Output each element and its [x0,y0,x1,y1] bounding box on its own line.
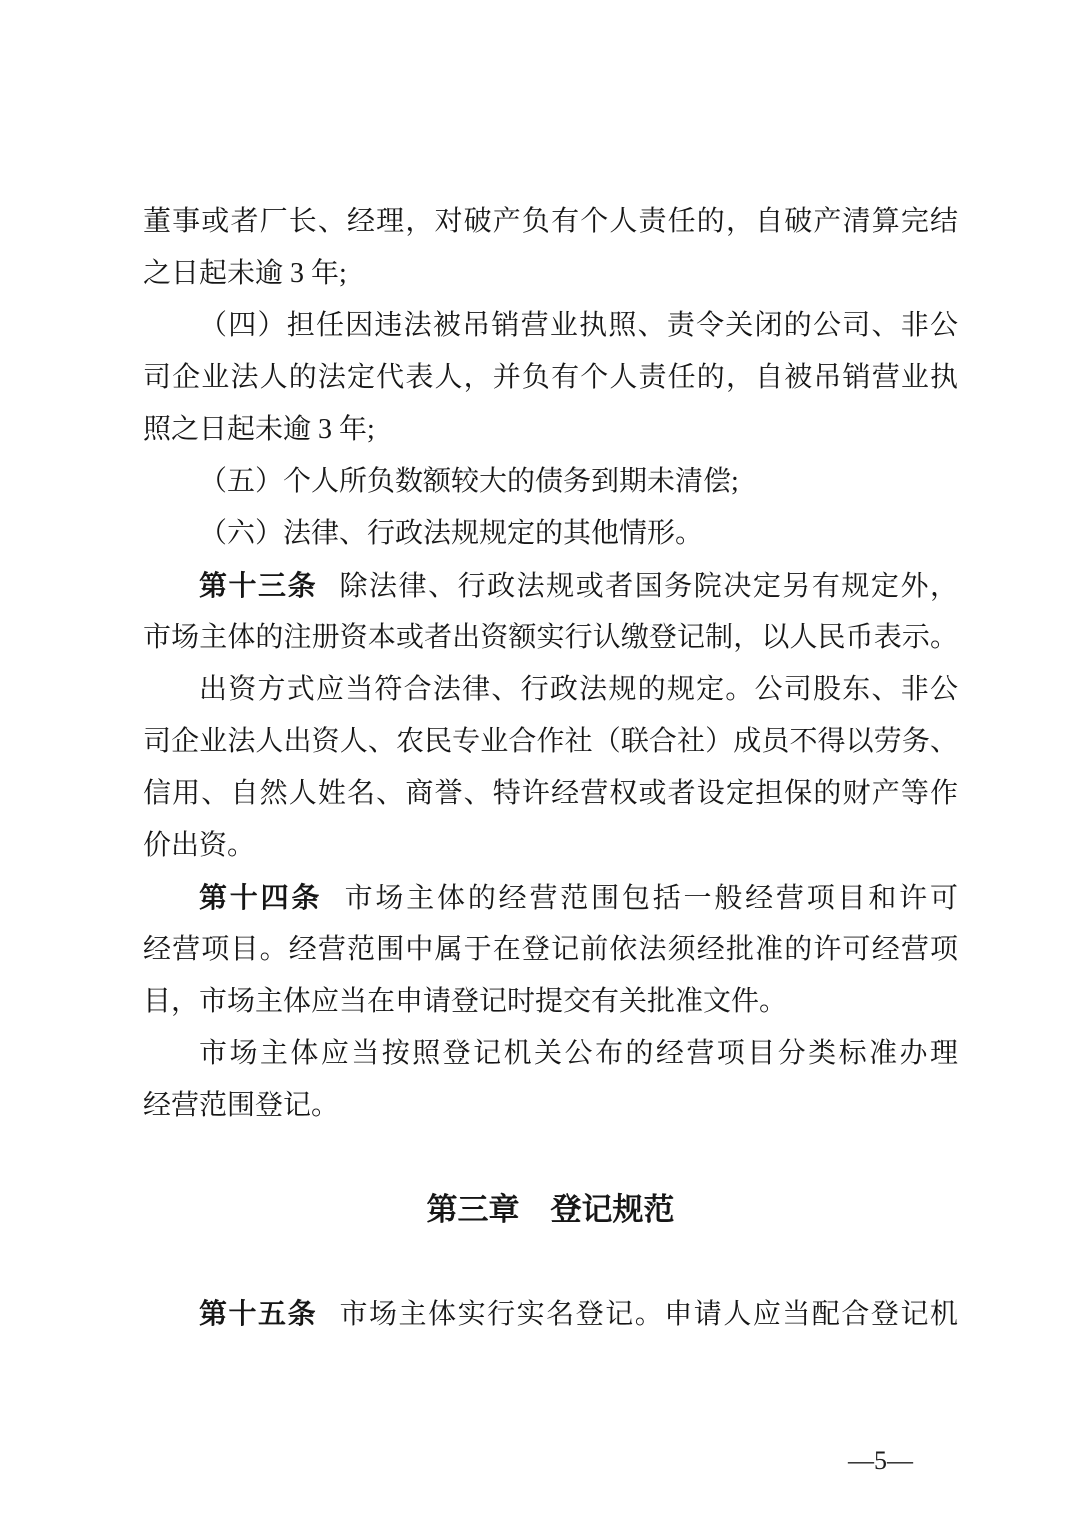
line-text: 目，市场主体应当在申请登记时提交有关批准文件。 [143,986,788,1017]
article-number-bold: 第十三条 [199,570,318,601]
blank-line [143,1132,958,1184]
page-number: —5— [848,1446,913,1475]
line-text: （六）法律、行政法规规定的其他情形。 [199,518,704,549]
text-line-item-6 [143,508,958,560]
text-line [143,976,958,1028]
text-line [143,820,958,872]
document-body [143,196,958,1340]
chapter-heading [143,1184,958,1236]
line-text: 除法律、行政法规或者国务院决定另有规定外， [339,571,958,602]
line-text: 之日起未逾 3 年; [143,258,347,289]
line-text: 市场主体的经营范围包括一般经营项目和许可 [344,883,958,914]
text-line [143,1028,958,1080]
text-line [143,1080,958,1132]
line-text: 市场主体实行实名登记。申请人应当配合登记机 [339,1299,958,1330]
blank-line [143,1236,958,1288]
text-line-item-4 [143,300,958,352]
text-line-article-15 [143,1288,958,1340]
line-text: 市场主体的注册资本或者出资额实行认缴登记制，以人民币表示。 [143,622,958,653]
line-text: 司企业法人的法定代表人，并负有个人责任的，自被吊销营业执 [143,362,958,393]
line-text: 经营范围登记。 [143,1090,340,1121]
text-line [143,924,958,976]
chapter-title: 登记规范 [550,1192,675,1227]
line-text: （五）个人所负数额较大的债务到期未清偿; [199,466,739,497]
line-text: 出资方式应当符合法律、行政法规的规定。公司股东、非公 [199,674,958,705]
line-text: 经营项目。经营范围中属于在登记前依法须经批准的许可经营项 [143,934,958,965]
line-text: 信用、自然人姓名、商誉、特许经营权或者设定担保的财产等作 [143,778,958,809]
text-line [143,664,958,716]
line-text: 市场主体应当按照登记机关公布的经营项目分类标准办理 [199,1038,958,1069]
article-number-bold: 第十四条 [199,882,323,913]
text-line [143,248,958,300]
text-line-article-13 [143,560,958,612]
text-line [143,404,958,456]
chapter-number: 第三章 [426,1192,520,1227]
text-line [143,768,958,820]
line-text: 司企业法人出资人、农民专业合作社（联合社）成员不得以劳务、 [143,726,958,757]
text-line [143,612,958,664]
text-line-item-5 [143,456,958,508]
line-text: （四）担任因违法被吊销营业执照、责令关闭的公司、非公 [199,310,958,341]
line-text: 价出资。 [143,830,256,861]
text-line [143,716,958,768]
line-text: 照之日起未逾 3 年; [143,414,375,445]
line-text: 董事或者厂长、经理，对破产负有个人责任的，自破产清算完结 [143,206,958,237]
text-line [143,352,958,404]
text-line-article-14 [143,872,958,924]
article-number-bold: 第十五条 [199,1298,318,1329]
text-line [143,196,958,248]
